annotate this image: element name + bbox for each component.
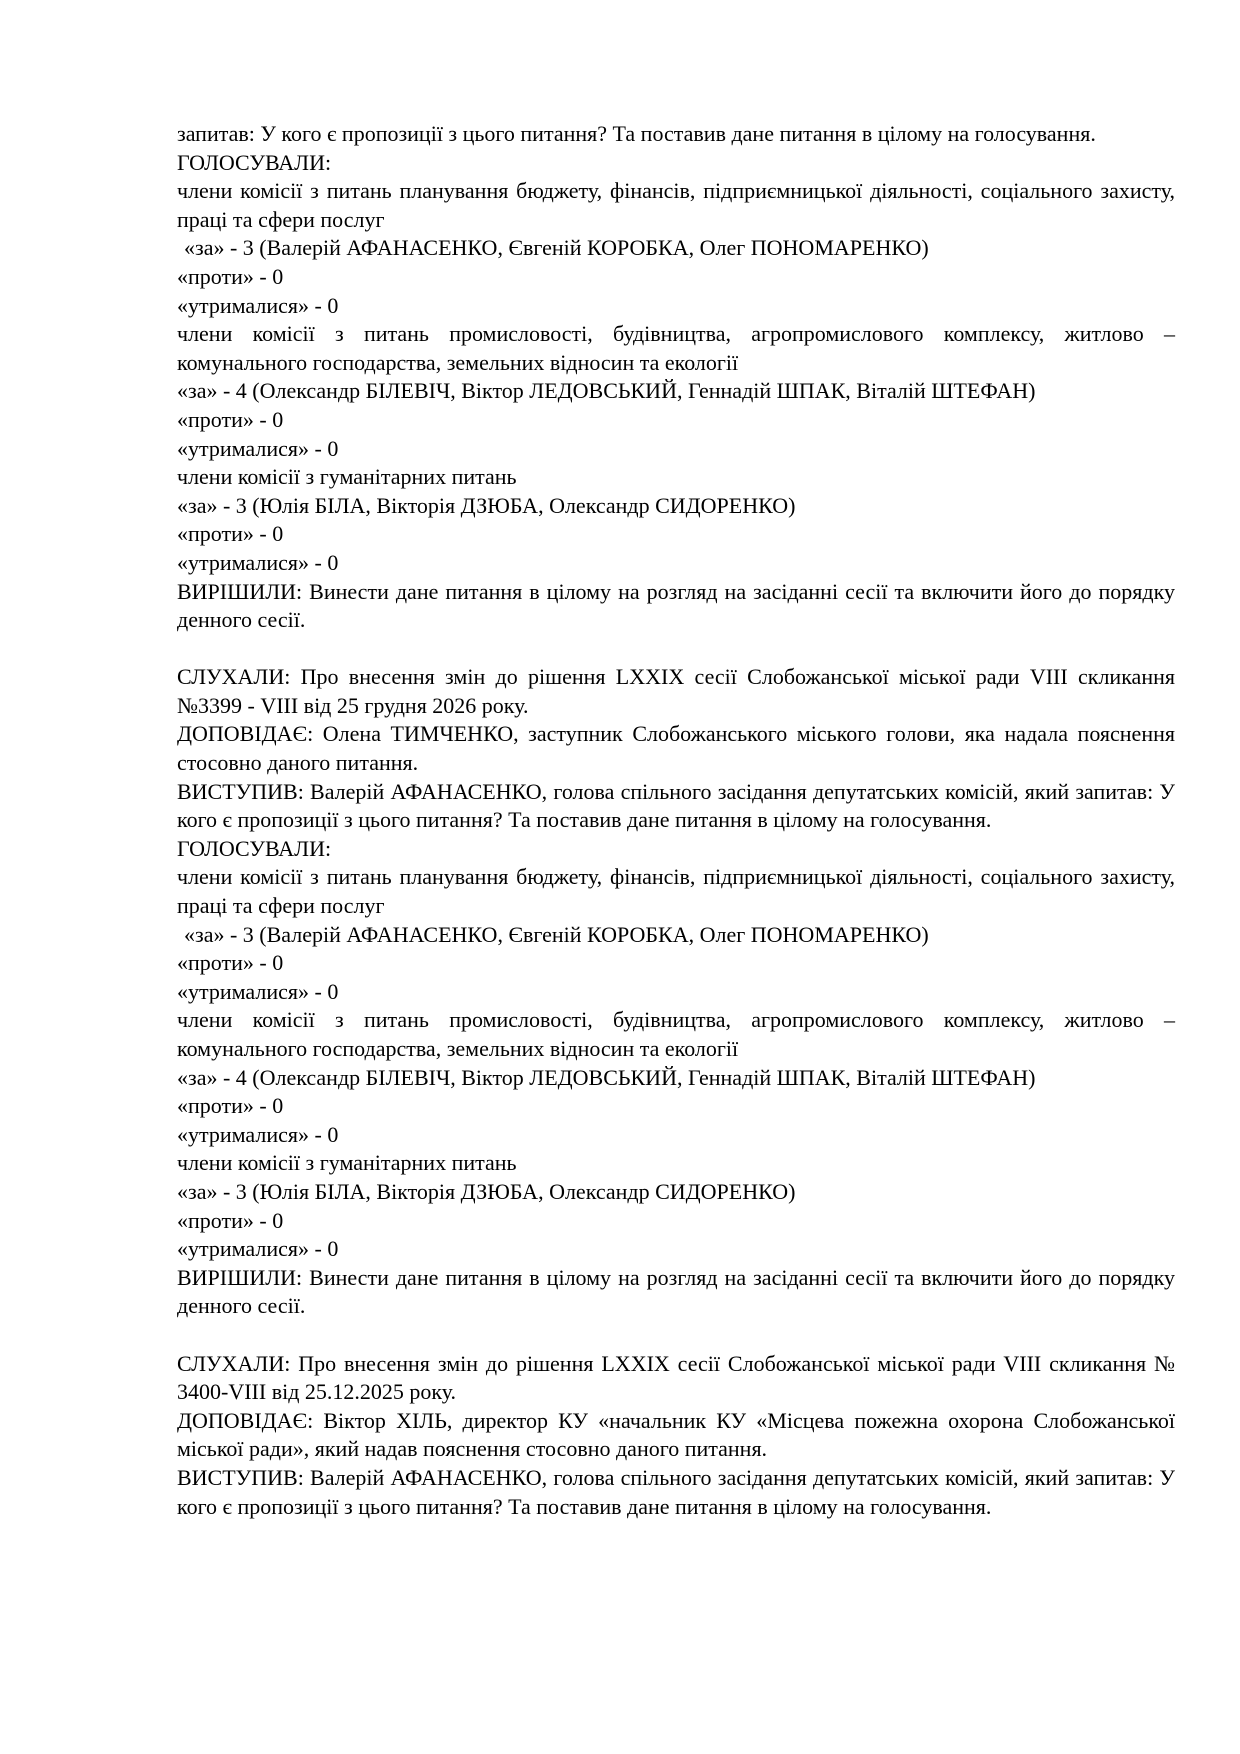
paragraph: «проти» - 0 — [177, 950, 284, 976]
paragraph: «утрималися» - 0 — [177, 1121, 339, 1147]
paragraph: «утрималися» - 0 — [177, 1236, 339, 1262]
paragraph: ГОЛОСУВАЛИ: — [177, 149, 332, 175]
paragraph: «проти» - 0 — [177, 521, 284, 547]
paragraph: СЛУХАЛИ: Про внесення змін до рішення LXXIX сесії Слобожанської міської ради VIII скликання №3399 - VIII від 25 грудня 2026 року. — [177, 664, 1175, 718]
paragraph: «утрималися» - 0 — [177, 292, 339, 318]
paragraph: «за» - 3 (Юлія БІЛА, Вікторія ДЗЮБА, Олександр СИДОРЕНКО) — [177, 492, 796, 518]
blank-line — [177, 1321, 1175, 1350]
paragraph: ВИРІШИЛИ: Винести дане питання в цілому на розгляд на засіданні сесії та включити його до порядку денного сесії. — [177, 578, 1175, 633]
paragraph: члени комісії з питань планування бюджету, фінансів, підприємницької діяльності, соціального захисту, праці та сфери послуг — [177, 178, 1175, 232]
paragraph: «проти» - 0 — [177, 263, 284, 289]
paragraph: ВИРІШИЛИ: Винести дане питання в цілому на розгляд на засіданні сесії та включити його до порядку денного сесії. — [177, 1264, 1175, 1319]
paragraph: ВИСТУПИВ: Валерій АФАНАСЕНКО, голова спільного засідання депутатських комісій, який запитав: У кого є пропозиції з цього питання? Та поставив дане питання в цілому на голосування. — [177, 1464, 1175, 1519]
paragraph: «проти» - 0 — [177, 1207, 284, 1233]
blank-line — [177, 635, 1175, 664]
paragraph: «проти» - 0 — [177, 406, 284, 432]
paragraph: «утрималися» - 0 — [177, 435, 339, 461]
paragraph: «за» - 3 (Юлія БІЛА, Вікторія ДЗЮБА, Олександр СИДОРЕНКО) — [177, 1178, 796, 1204]
paragraph: ГОЛОСУВАЛИ: — [177, 835, 332, 861]
paragraph: члени комісії з питань планування бюджету, фінансів, підприємницької діяльності, соціального захисту, праці та сфери послуг — [177, 864, 1175, 919]
paragraph: члени комісії з питань промисловості, будівництва, агропромислового комплексу, житлово – комунального господарства, земельних відносин та екології — [177, 321, 1175, 375]
paragraph: «за» - 3 (Валерій АФАНАСЕНКО, Євгеній КОРОБКА, Олег ПОНОМАРЕНКО) — [184, 921, 929, 947]
paragraph: ДОПОВІДАЄ: Віктор ХІЛЬ, директор КУ «начальник КУ «Місцева пожежна охорона Слобожанської міської ради», який надав пояснення стосовно даного питання. — [177, 1407, 1175, 1462]
document-body — [177, 120, 1175, 1521]
paragraph: члени комісії з гуманітарних питань — [177, 464, 517, 490]
paragraph: СЛУХАЛИ: Про внесення змін до рішення LXXIX сесії Слобожанської міської ради VIII скликання № 3400-VIII від 25.12.2025 року. — [177, 1350, 1175, 1405]
paragraph: «за» - 4 (Олександр БІЛЕВІЧ, Віктор ЛЕДОВСЬКИЙ, Геннадій ШПАК, Віталій ШТЕФАН) — [177, 1064, 1036, 1090]
paragraph: ВИСТУПИВ: Валерій АФАНАСЕНКО, голова спільного засідання депутатських комісій, який запитав: У кого є пропозиції з цього питання? Та поставив дане питання в цілому на голосування. — [177, 778, 1175, 833]
paragraph: «утрималися» - 0 — [177, 978, 339, 1004]
paragraph: ДОПОВІДАЄ: Олена ТИМЧЕНКО, заступник Слобожанського міського голови, яка надала пояснення стосовно даного питання. — [177, 721, 1175, 776]
paragraph: «проти» - 0 — [177, 1093, 284, 1119]
paragraph: запитав: У кого є пропозиції з цього питання? Та поставив дане питання в цілому на голосування. — [177, 121, 1096, 146]
paragraph: «утрималися» - 0 — [177, 549, 339, 575]
paragraph: члени комісії з гуманітарних питань — [177, 1150, 517, 1176]
paragraph: «за» - 3 (Валерій АФАНАСЕНКО, Євгеній КОРОБКА, Олег ПОНОМАРЕНКО) — [184, 235, 929, 261]
paragraph: «за» - 4 (Олександр БІЛЕВІЧ, Віктор ЛЕДОВСЬКИЙ, Геннадій ШПАК, Віталій ШТЕФАН) — [177, 378, 1036, 404]
paragraph: члени комісії з питань промисловості, будівництва, агропромислового комплексу, житлово – комунального господарства, земельних відносин та екології — [177, 1007, 1175, 1061]
